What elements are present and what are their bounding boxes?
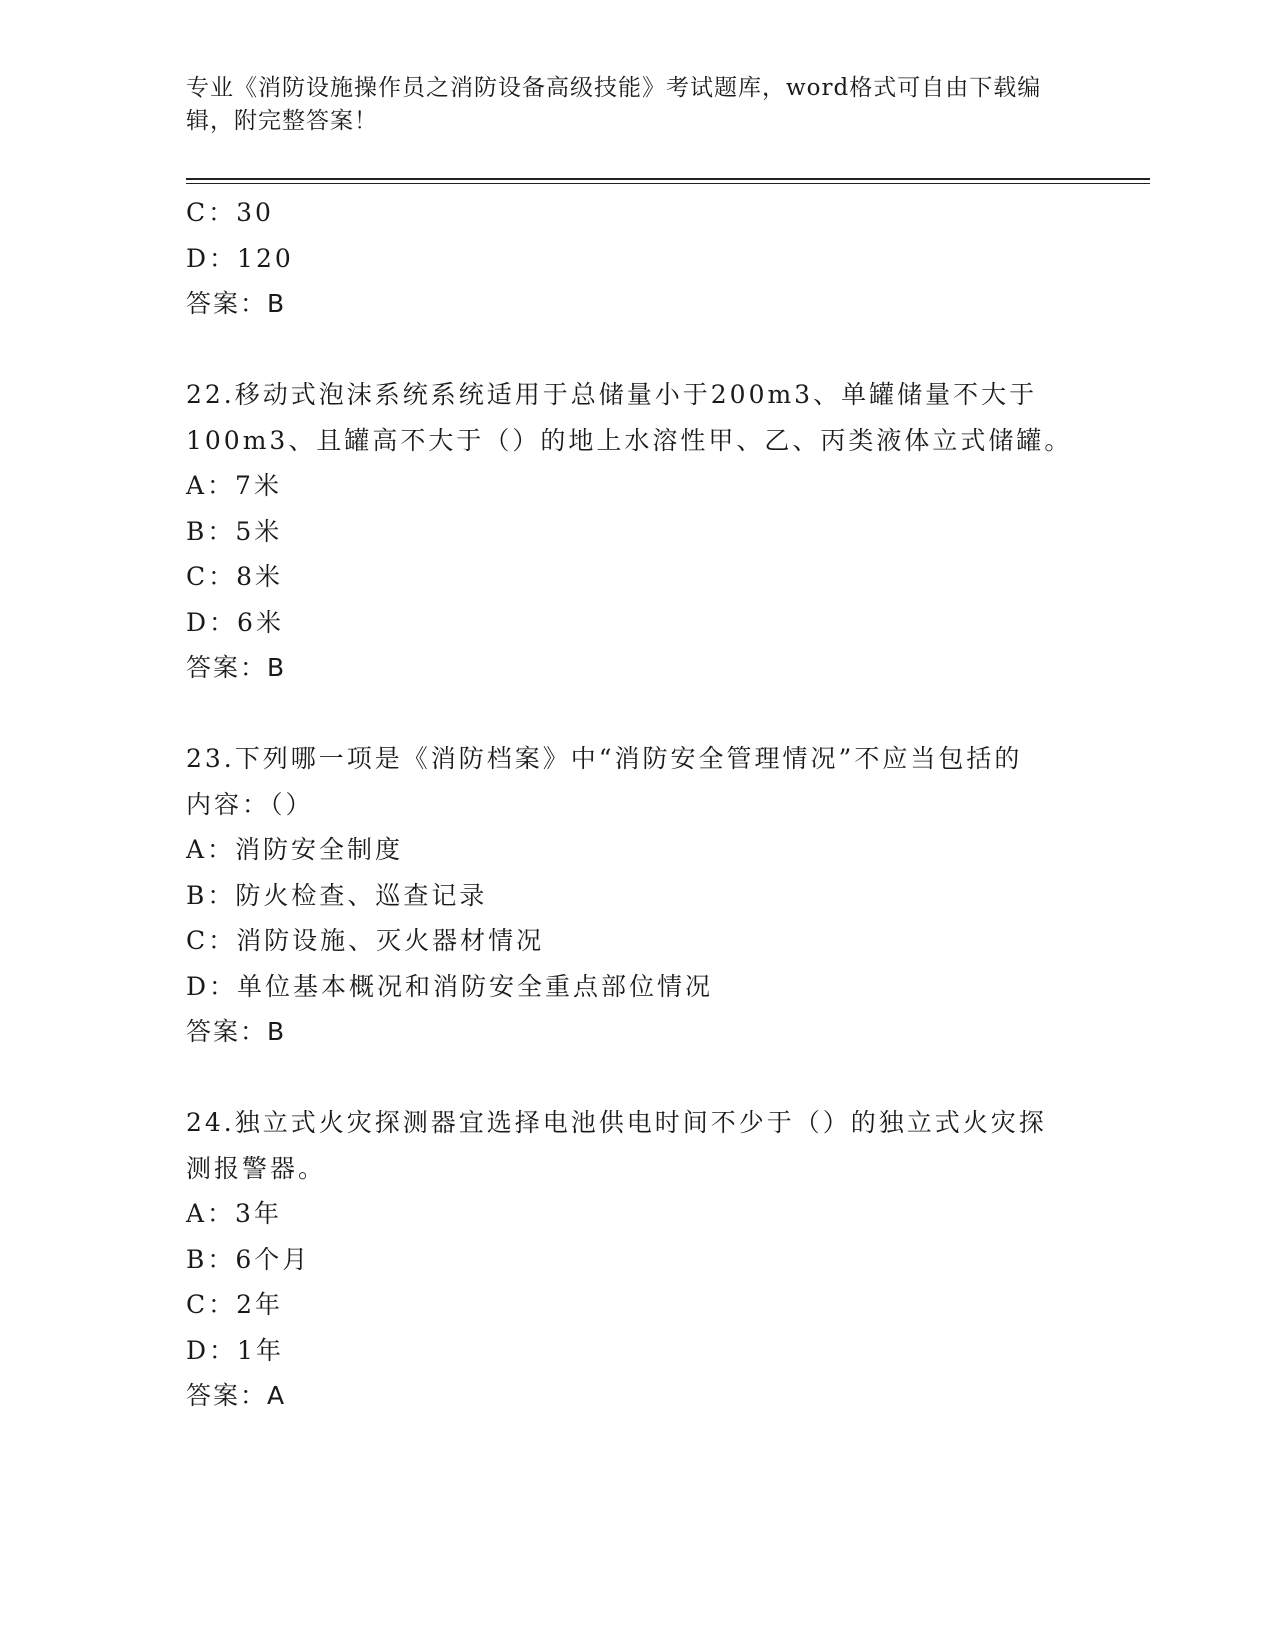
header-divider-thick [186,178,1150,180]
option-d: D：6米 [186,607,284,637]
question-list [186,190,1086,1419]
header-text: 专业《消防设施操作员之消防设备高级技能》考试题库，word格式可自由下载编辑，附完整答案！ [186,75,1042,134]
question-text-line-1: 22.移动式泡沫系统系统适用于总储量小于200m3、单罐储量不大于 [186,380,1038,409]
question-block-23 [186,736,1086,1055]
question-text-line-1: 23.下列哪一项是《消防档案》中“消防安全管理情况”不应当包括的 [186,744,1023,773]
option-d: D：1年 [186,1335,284,1365]
question-block-24 [186,1100,1086,1419]
question-text-line-2: 测报警器。 [186,1153,327,1183]
option-b: B：6个月 [186,1244,311,1274]
option-c: C：30 [186,198,274,227]
header-divider-thin [186,183,1150,184]
answer-line: 答案：B [186,653,287,682]
answer-line: 答案：B [186,289,287,318]
option-c: C：8米 [186,562,284,591]
option-a: A：3年 [186,1199,282,1228]
answer-line: 答案：A [186,1381,287,1410]
question-block-22 [186,372,1086,691]
option-a: A：7米 [186,471,282,500]
option-b: B：5米 [186,516,283,546]
option-b: B：防火检查、巡查记录 [186,880,488,910]
question-text-line-1: 24.独立式火灾探测器宜选择电池供电时间不少于（）的独立式火灾探 [186,1108,1047,1137]
answer-line: 答案：B [186,1017,287,1046]
option-d: D：单位基本概况和消防安全重点部位情况 [186,971,714,1001]
spacer [186,1055,1086,1101]
spacer [186,691,1086,737]
option-a: A：消防安全制度 [186,835,404,864]
document-header [186,72,1066,138]
option-c: C：消防设施、灭火器材情况 [186,926,545,955]
question-block-previous [186,190,1086,327]
question-text-line-2: 内容：（） [186,789,314,819]
option-d: D：120 [186,243,294,273]
question-text-line-2: 100m3、且罐高不大于（）的地上水溶性甲、乙、丙类液体立式储罐。 [186,425,1073,455]
spacer [186,327,1086,373]
option-c: C：2年 [186,1290,284,1319]
